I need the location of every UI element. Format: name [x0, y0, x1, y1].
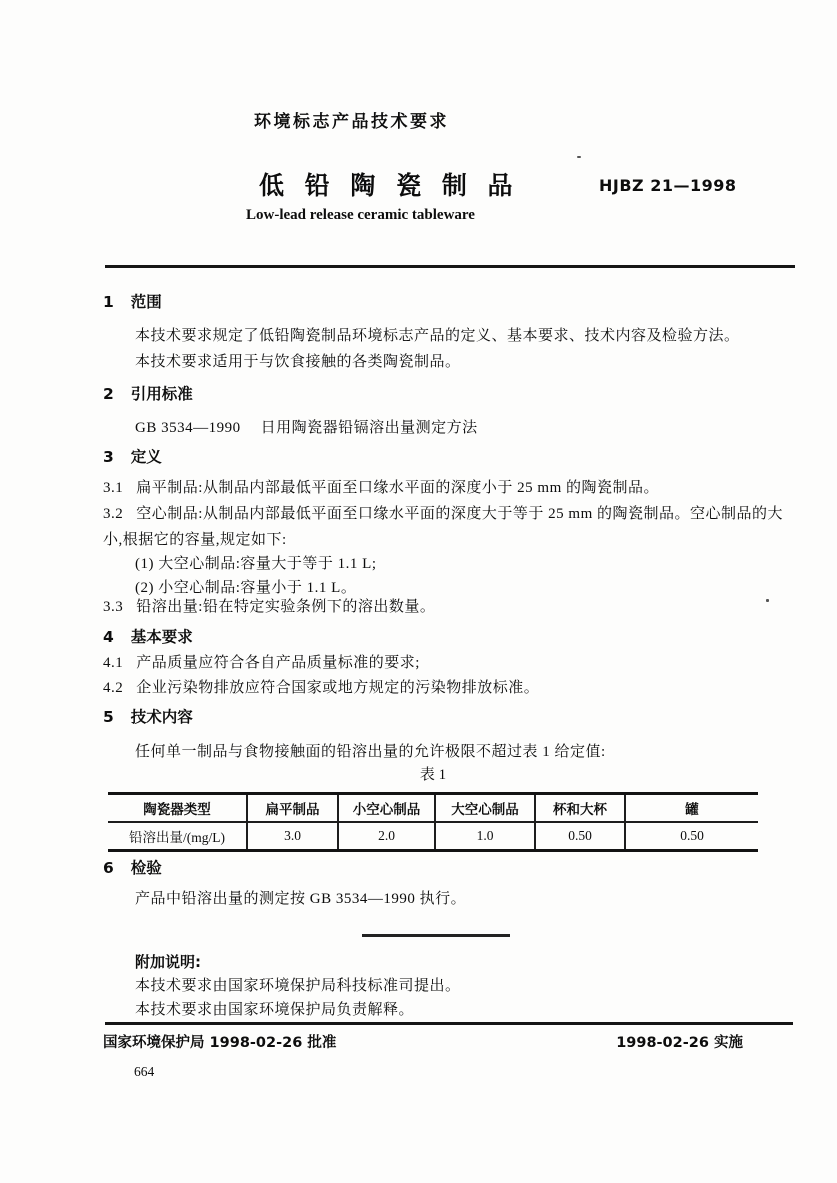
clause-3-1 — [103, 475, 797, 501]
table-cell: 0.50 — [625, 822, 758, 851]
table-header-cell: 杯和大杯 — [535, 794, 625, 823]
appendix-line-1: 本技术要求由国家环境保护局科技标准司提出。 — [135, 978, 461, 994]
clause-text: 空心制品:从制品内部最低平面至口缘水平面的深度大于等于 25 mm 的陶瓷制品。空心制品的大小,根据它的容量,规定如下: — [103, 506, 784, 548]
clause-number: 3.3 — [103, 599, 124, 615]
section-title: 检验 — [130, 859, 162, 877]
section-title: 引用标准 — [130, 385, 193, 403]
footer-rule — [105, 1022, 793, 1025]
table-header-cell: 小空心制品 — [338, 794, 435, 823]
table-cell: 3.0 — [247, 822, 338, 851]
scan-speck — [577, 156, 581, 158]
clause-number: 3.2 — [103, 506, 124, 522]
referenced-standard — [135, 415, 795, 441]
page-number: 664 — [134, 1064, 155, 1079]
clause-number: 3.1 — [103, 480, 124, 496]
section-title: 范围 — [130, 293, 162, 311]
section-5-paragraph: 任何单一制品与食物接触面的铅溶出量的允许极限不超过表 1 给定值: — [135, 744, 606, 760]
referenced-standard-code: GB 3534—1990 — [135, 420, 241, 436]
clause-number: 4.1 — [103, 655, 124, 671]
series-title: 环境标志产品技术要求 — [254, 112, 449, 132]
table-header-cell: 扁平制品 — [247, 794, 338, 823]
section-5-heading — [103, 705, 193, 727]
implementation-date: 1998-02-26 实施 — [616, 1035, 743, 1051]
section-number: 3 — [103, 448, 114, 466]
table-header-cell: 陶瓷器类型 — [108, 794, 247, 823]
end-of-text-divider — [362, 934, 510, 937]
section-6-heading — [103, 856, 162, 878]
appendix-title: 附加说明: — [135, 953, 201, 971]
clause-3-2 — [103, 501, 797, 553]
approval-footer — [103, 1031, 795, 1052]
clause-number: 4.2 — [103, 680, 124, 696]
clause-3-2-sub-2: (2) 小空心制品:容量小于 1.1 L。 — [135, 580, 357, 596]
clause-3-2-sub-1: (1) 大空心制品:容量大于等于 1.1 L; — [135, 556, 377, 572]
table-cell: 0.50 — [535, 822, 625, 851]
table-cell: 2.0 — [338, 822, 435, 851]
table-data-row — [108, 822, 758, 851]
section-6-paragraph: 产品中铅溶出量的测定按 GB 3534—1990 执行。 — [135, 891, 467, 907]
section-3-heading — [103, 445, 162, 467]
table-header-cell: 大空心制品 — [435, 794, 535, 823]
section-number: 2 — [103, 385, 114, 403]
approval-statement: 国家环境保护局 1998-02-26 批准 — [103, 1035, 337, 1051]
section-1-heading — [103, 290, 162, 312]
table-header-cell: 罐 — [625, 794, 758, 823]
clause-text: 扁平制品:从制品内部最低平面至口缘水平面的深度小于 25 mm 的陶瓷制品。 — [136, 480, 660, 496]
section-number: 1 — [103, 293, 114, 311]
appendix-line-2: 本技术要求由国家环境保护局负责解释。 — [135, 1002, 415, 1018]
section-number: 4 — [103, 628, 114, 646]
document-title-en: Low-lead release ceramic tableware — [246, 207, 475, 223]
clause-text: 铅溶出量:铅在特定实验条例下的溶出数量。 — [136, 599, 436, 615]
section-title: 定义 — [130, 448, 162, 466]
clause-text: 产品质量应符合各自产品质量标准的要求; — [136, 655, 420, 671]
clause-text: 企业污染物排放应符合国家或地方规定的污染物排放标准。 — [136, 680, 540, 696]
referenced-standard-title: 日用陶瓷器铅镉溶出量测定方法 — [260, 420, 478, 436]
table-caption: 表 1 — [419, 767, 447, 783]
section-title: 技术内容 — [130, 708, 193, 726]
table-header-row — [108, 794, 758, 823]
standard-number: HJBZ 21—1998 — [599, 176, 737, 195]
section-title: 基本要求 — [130, 628, 193, 646]
table-cell: 1.0 — [435, 822, 535, 851]
section-2-heading — [103, 382, 193, 404]
section-4-heading — [103, 625, 193, 647]
section-number: 6 — [103, 859, 114, 877]
clause-4-1 — [103, 650, 797, 676]
scan-speck — [766, 599, 769, 602]
clause-3-3 — [103, 594, 797, 620]
section-1-paragraph-1: 本技术要求规定了低铅陶瓷制品环境标志产品的定义、基本要求、技术内容及检验方法。 — [135, 328, 740, 344]
section-number: 5 — [103, 708, 114, 726]
clause-4-2 — [103, 675, 797, 701]
section-1-paragraph-2: 本技术要求适用于与饮食接触的各类陶瓷制品。 — [135, 354, 461, 370]
lead-release-limits-table — [108, 792, 758, 852]
table-cell: 铅溶出量/(mg/L) — [129, 830, 225, 845]
header-rule — [105, 265, 795, 268]
document-title-cn: 低 铅 陶 瓷 制 品 — [259, 171, 519, 200]
